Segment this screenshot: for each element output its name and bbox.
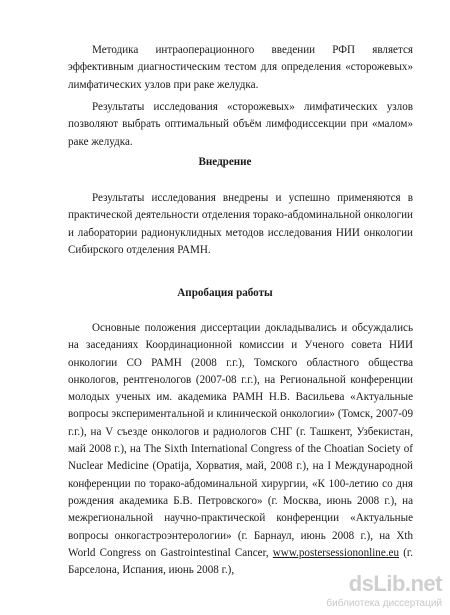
approbation-tail: (г. Барселона, Испания, июнь 2008 г.), bbox=[68, 546, 414, 577]
paragraph-sentinel-nodes-conclusion: Результаты исследования «сторожевых» лимфатических узлов позволяют выбрать оптимальный объём лимфодиссекции при «малом» раке желудка. bbox=[68, 101, 413, 148]
watermark-subtitle: библиотека диссертаций bbox=[326, 598, 442, 609]
heading-implementation: Внедрение bbox=[198, 156, 252, 168]
paragraph-method-conclusion: Методика интраоперационного введении РФП является эффективным диагностическим тестом для определения «сторожевых» лимфатических узлов при раке желудка. bbox=[68, 44, 413, 91]
watermark-logo: dsLib.net bbox=[348, 571, 442, 596]
paragraph-implementation: Результаты исследования внедрены и успешно применяются в практической деятельности отделения торако-абдоминальной онкологии и лаборатории радионуклидных методов исследования НИИ онкологии Сибирского отделения РАМН. bbox=[68, 192, 413, 256]
poster-session-link[interactable]: www.postersessiononline.eu bbox=[272, 546, 400, 559]
heading-approbation: Апробация работы bbox=[177, 287, 273, 299]
approbation-text: Основные положения диссертации докладывались и обсуждались на заседаниях Координационной комиссии и Ученого совета НИИ онкологии СО РАМН (2008 г.г.), Томского областного общества онкологов, рентгенологов (2007-08 г.г.), на Региональной конференции молодых ученых им. академика РАМН Н.В. Васильева «Актуальные вопросы экспериментальной и клинической онкологии» (Томск, 2007-09 г.г.), на V съезде онкологов и радиологов СНГ (г. Ташкент, Узбекистан, май 2008 г.), на The Sixth International Congress of the Choatian Society of Nuclear Medicine (Opatija, Хорватия, май, 2008 г.), на I Международной конференции по торако-абдоминальной хирургии, «К 100-летию со дня рождения академика Б.В. Петровского» (г. Москва, июнь 2008 г.), на межрегиональной научно-практической конференции «Актуальные вопросы онкогастроэнтерологии» (г. Барнаул, июнь 2008 г.), на Xth World Congress on Gastrointestinal Cancer, bbox=[68, 322, 413, 559]
paragraph-approbation bbox=[68, 320, 413, 579]
watermark bbox=[318, 571, 442, 611]
